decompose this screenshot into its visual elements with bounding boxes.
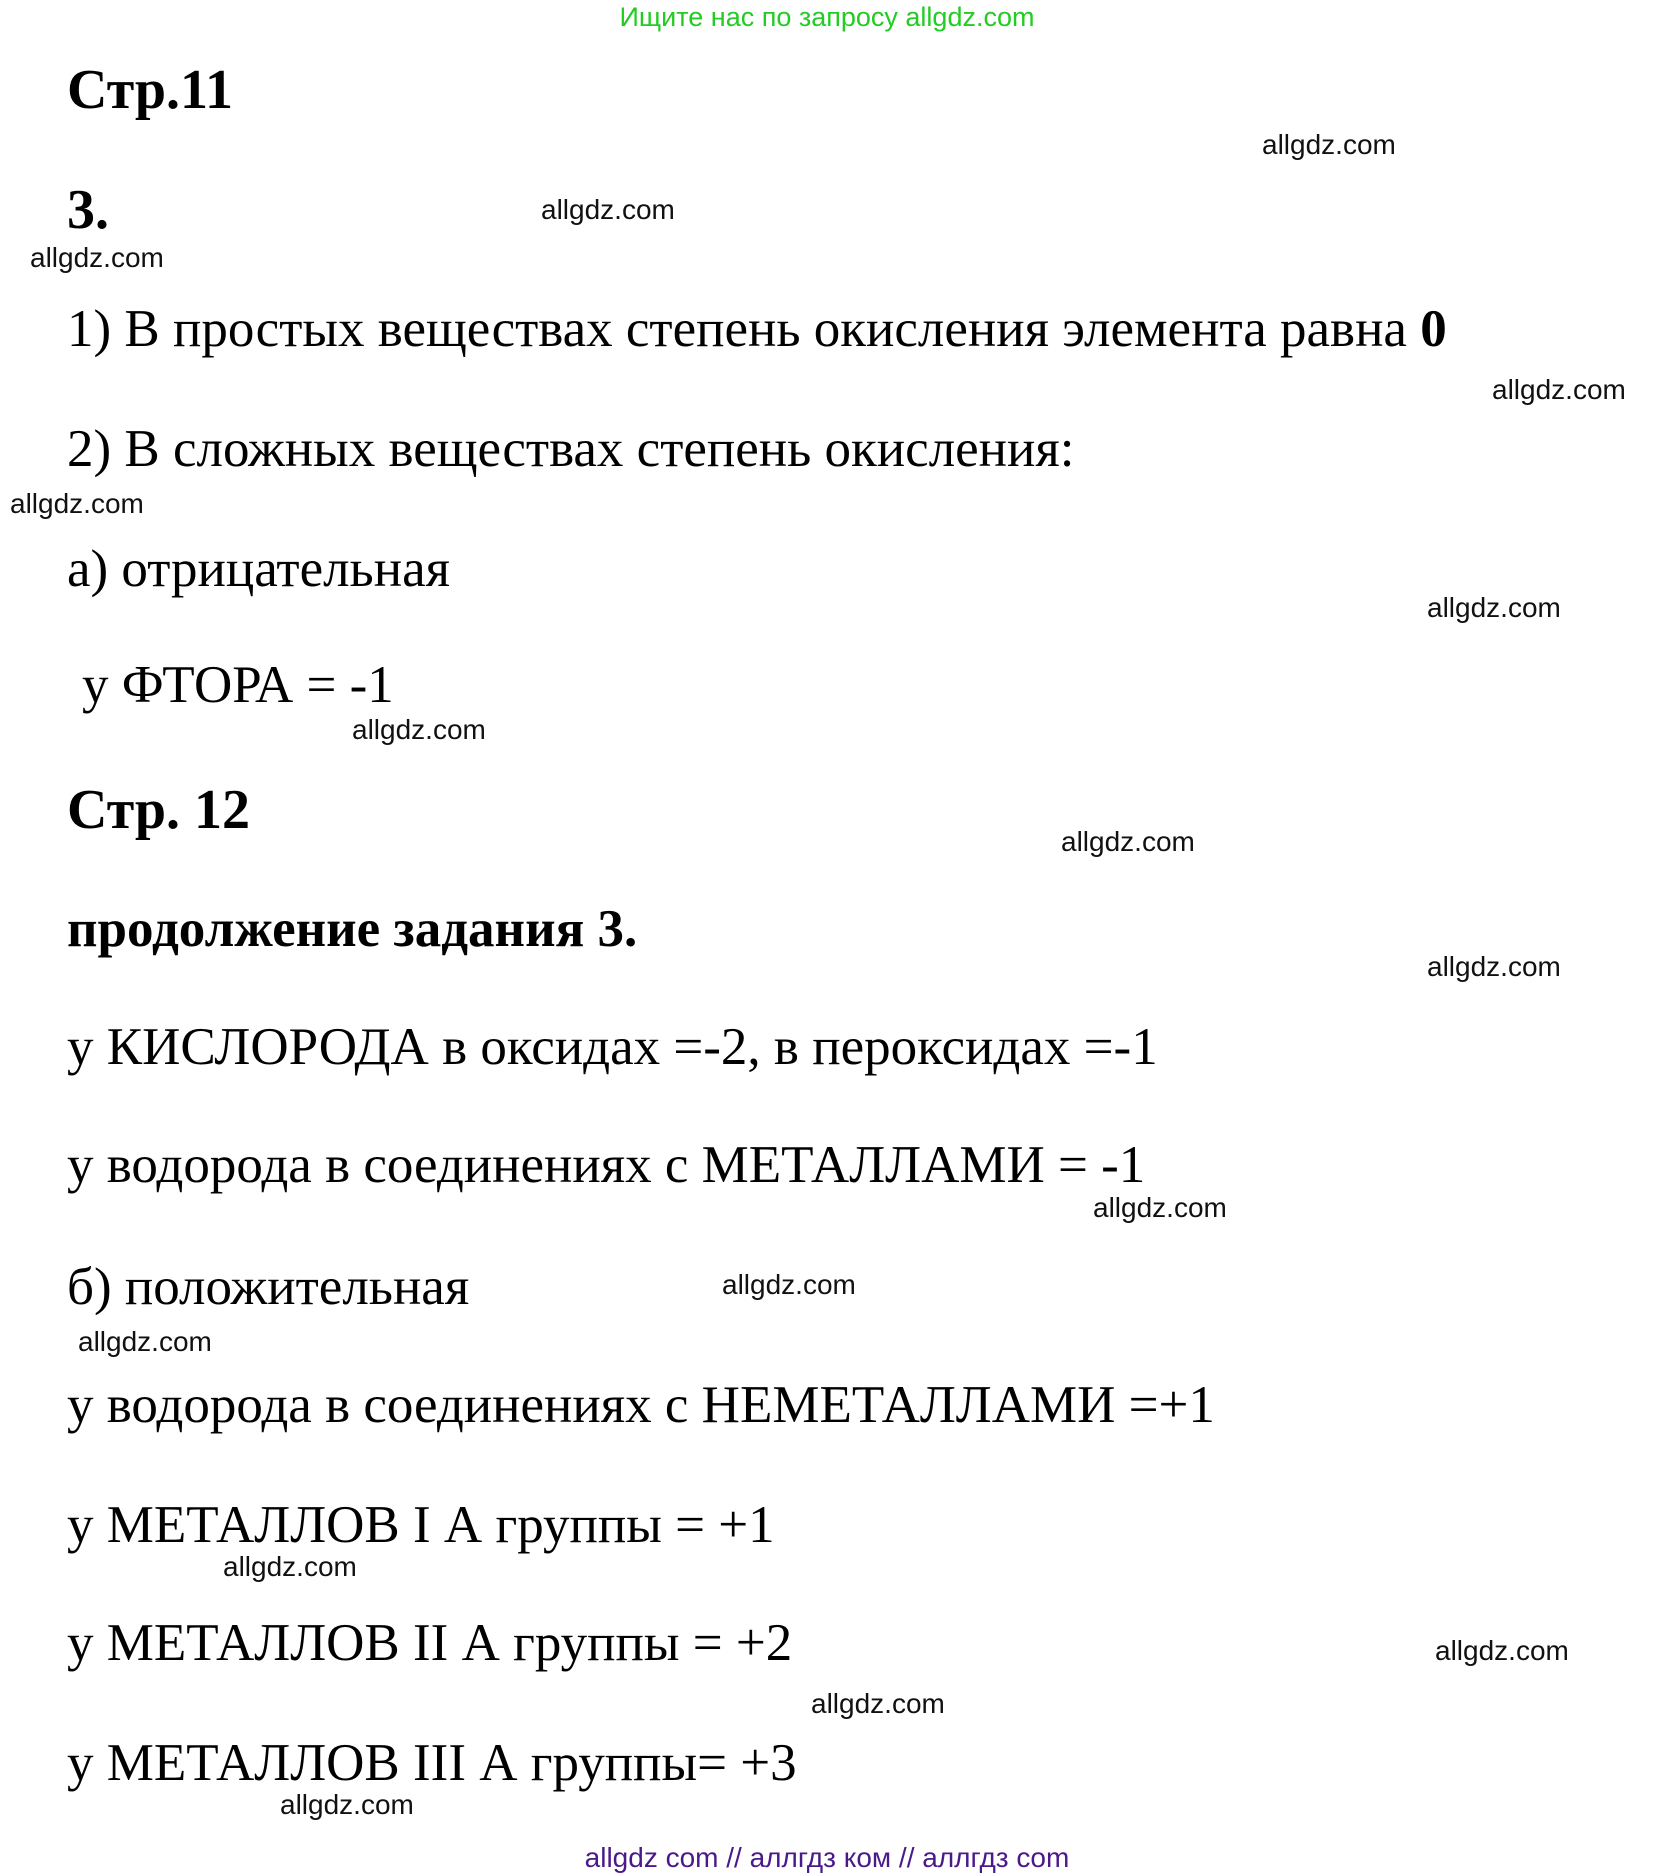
page-heading-12: Стр. 12: [67, 779, 251, 841]
watermark: allgdz.com: [280, 1789, 414, 1820]
footer-watermark: allgdz com // аллгдз ком // аллгдз com: [584, 1842, 1070, 1873]
subheading-positive: б) положительная: [67, 1258, 470, 1316]
watermark: allgdz.com: [10, 488, 144, 519]
task-number: 3.: [67, 179, 109, 241]
watermark: allgdz.com: [1427, 592, 1561, 623]
search-banner: Ищите нас по запросу allgdz.com: [619, 2, 1035, 32]
watermark: allgdz.com: [722, 1269, 856, 1300]
hydrogen-metals-line: у водорода в соединениях с МЕТАЛЛАМИ = -1: [67, 1136, 1146, 1194]
metals-1a-line: у МЕТАЛЛОВ I А группы = +1: [67, 1496, 775, 1554]
metals-2a-line: у МЕТАЛЛОВ II А группы = +2: [67, 1614, 793, 1672]
watermark: allgdz.com: [811, 1688, 945, 1719]
watermark: allgdz.com: [1262, 129, 1396, 160]
watermark: allgdz.com: [1492, 374, 1626, 405]
watermark: allgdz.com: [1093, 1192, 1227, 1223]
hydrogen-nonmetals-line: у водорода в соединениях с НЕМЕТАЛЛАМИ =+1: [67, 1376, 1215, 1434]
watermark: allgdz.com: [1435, 1635, 1569, 1666]
subheading-negative: а) отрицательная: [67, 540, 450, 598]
rule-line-2: 2) В сложных веществах степень окисления:: [67, 420, 1075, 478]
watermark: allgdz.com: [1061, 826, 1195, 857]
fluorine-line: у ФТОРА = -1: [82, 656, 394, 714]
oxygen-line: у КИСЛОРОДА в оксидах =-2, в пероксидах =-1: [67, 1018, 1158, 1076]
rule-line-1-value: 0: [1420, 300, 1447, 358]
rule-line-1-text: 1) В простых веществах степень окисления элемента равна: [67, 300, 1407, 358]
metals-3a-line: у МЕТАЛЛОВ III А группы= +3: [67, 1734, 797, 1792]
rule-line-1: [67, 300, 1447, 358]
page-heading-11: Стр.11: [67, 59, 233, 121]
watermark: allgdz.com: [30, 242, 164, 273]
watermark: allgdz.com: [1427, 951, 1561, 982]
watermark: allgdz.com: [352, 714, 486, 745]
watermark: allgdz.com: [223, 1551, 357, 1582]
watermark: allgdz.com: [78, 1326, 212, 1357]
continuation-heading: продолжение задания 3.: [67, 900, 638, 958]
watermark: allgdz.com: [541, 194, 675, 225]
